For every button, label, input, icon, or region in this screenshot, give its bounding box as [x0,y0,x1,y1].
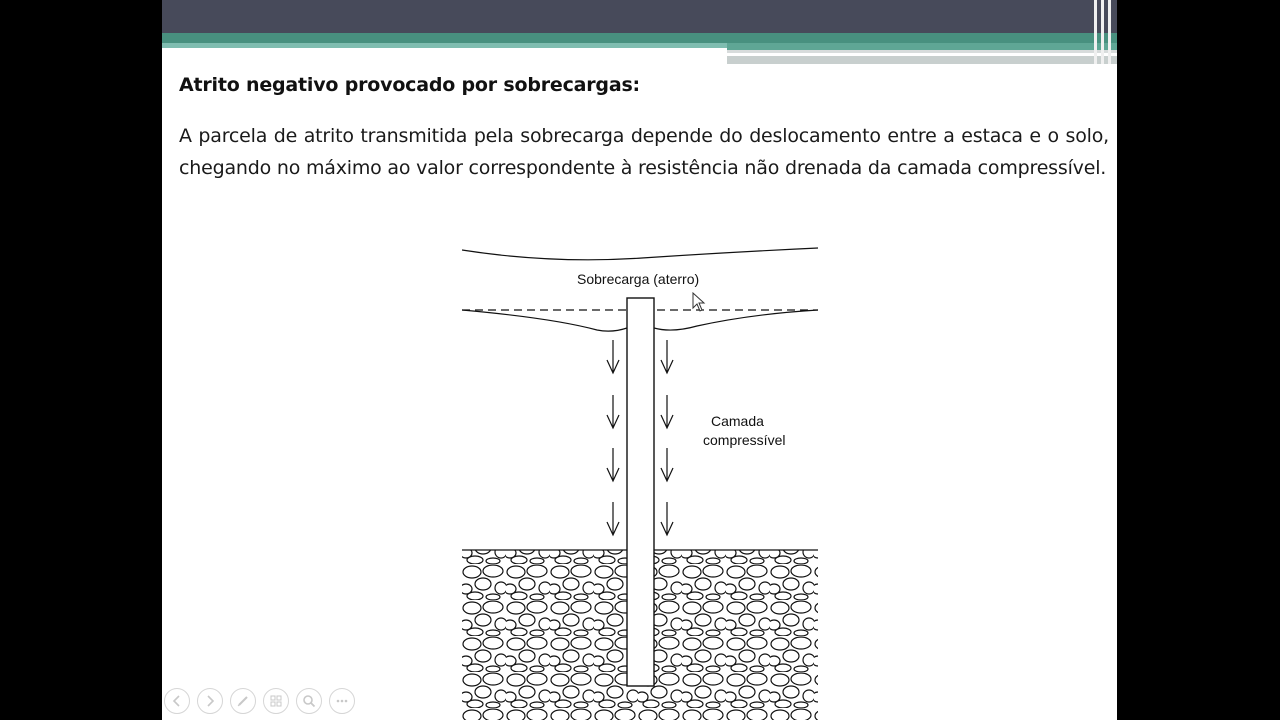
presentation-controls [164,688,355,716]
next-slide-button[interactable] [197,688,223,714]
header-accent-bar [162,33,1117,43]
mouse-cursor-icon [692,292,706,312]
pen-tool-button[interactable] [230,688,256,714]
prev-icon [170,694,184,708]
slides-icon [269,694,283,708]
friction-arrows-right [661,340,673,535]
header-bar [162,0,1117,33]
settled-surface-curve-right [654,310,818,330]
settled-surface-curve [462,310,627,331]
header-accent-strip-left [162,43,727,48]
more-icon [335,694,349,708]
more-options-button[interactable] [329,688,355,714]
see-all-slides-button[interactable] [263,688,289,714]
prev-slide-button[interactable] [164,688,190,714]
header-vertical-stripes [1092,0,1117,64]
compressible-layer-label-1: Camada [711,413,764,429]
zoom-icon [302,694,316,708]
header-grey-strip-lower [727,56,1117,64]
zoom-button[interactable] [296,688,322,714]
slide-heading: Atrito negativo provocado por sobrecargas: [179,74,640,96]
next-icon [203,694,217,708]
header-accent-strip-right [727,43,1117,50]
compressible-layer-label-2: compressível [703,432,786,448]
slide-paragraph: A parcela de atrito transmitida pela sobrecarga depende do deslocamento entre a estaca e o solo, chegando no máximo ao valor correspondente à resistência não drenada da camada compressível. [179,125,1109,179]
friction-arrows-left [607,340,619,535]
slide [162,0,1117,720]
pile-diagram [462,240,822,720]
pile [627,298,654,686]
surcharge-top-surface [462,248,818,260]
surcharge-label: Sobrecarga (aterro) [577,271,700,287]
pen-icon [236,694,250,708]
